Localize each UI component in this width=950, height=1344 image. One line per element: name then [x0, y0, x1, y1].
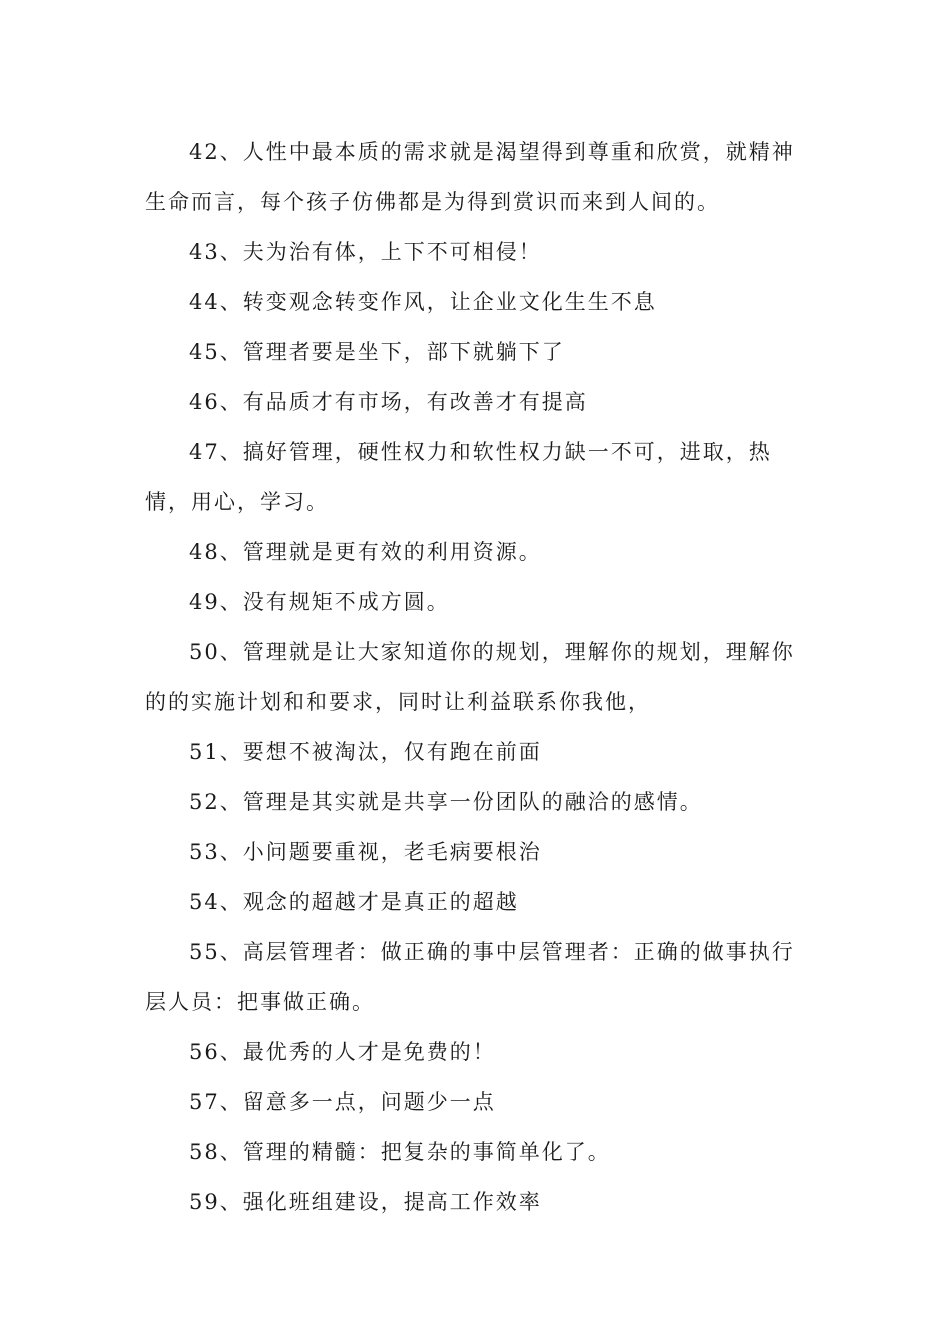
paragraph-51: 51、要想不被淘汰，仅有跑在前面	[189, 740, 542, 764]
paragraph-56: 56、最优秀的人才是免费的！	[189, 1040, 496, 1064]
paragraph-55: 55、高层管理者：做正确的事中层管理者：正确的做事执行层人员：把事做正确。	[145, 940, 795, 1014]
paragraph-45: 45、管理者要是坐下，部下就躺下了	[189, 340, 565, 364]
paragraph-59: 59、强化班组建设，提高工作效率	[189, 1190, 542, 1214]
paragraph-44: 44、转变观念转变作风，让企业文化生生不息	[189, 290, 657, 314]
paragraph-48: 48、管理就是更有效的利用资源。	[189, 540, 542, 564]
paragraph-49: 49、没有规矩不成方圆。	[189, 590, 450, 614]
paragraph-58: 58、管理的精髓：把复杂的事简单化了。	[189, 1140, 611, 1164]
paragraph-47: 47、搞好管理，硬性权力和软性权力缺一不可，进取，热情，用心，学习。	[145, 440, 772, 514]
paragraph-50: 50、管理就是让大家知道你的规划，理解你的规划，理解你的的实施计划和和要求，同时让利益联系你我他，	[145, 640, 795, 714]
paragraph-42: 42、人性中最本质的需求就是渴望得到尊重和欣赏，就精神生命而言，每个孩子仿佛都是为得到赏识而来到人间的。	[145, 140, 795, 214]
paragraph-43: 43、夫为治有体，上下不可相侵！	[189, 240, 542, 264]
paragraph-46: 46、有品质才有市场，有改善才有提高	[189, 390, 588, 414]
paragraph-54: 54、观念的超越才是真正的超越	[189, 890, 519, 914]
paragraph-57: 57、留意多一点，问题少一点	[189, 1090, 496, 1114]
paragraph-52: 52、管理是其实就是共享一份团队的融洽的感情。	[189, 790, 703, 814]
paragraph-53: 53、小问题要重视，老毛病要根治	[189, 840, 542, 864]
